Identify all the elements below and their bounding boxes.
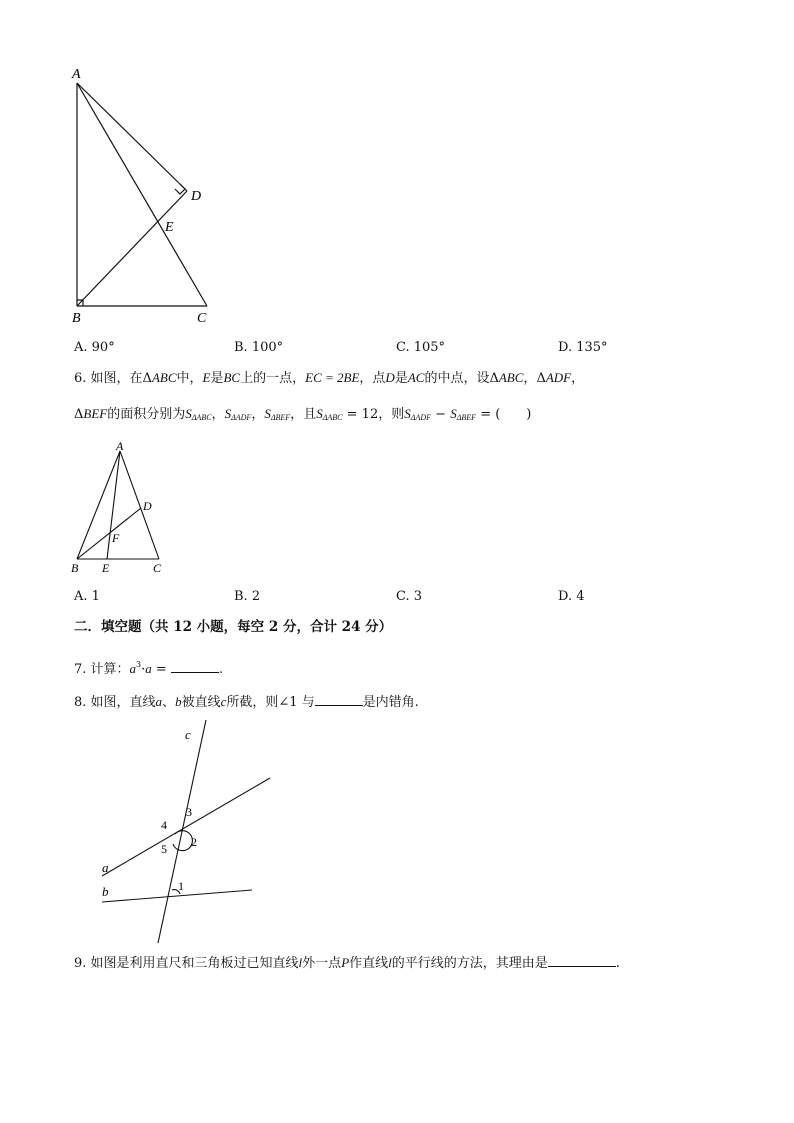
q8-label-5: 5 [161,842,167,856]
label-E: E [165,220,174,235]
q6-line1: 6. 如图，在ΔABC中，E是BC上的一点，EC = 2BE，点D是AC的中点，设ΔABC，ΔADF， [74,370,585,386]
q5-option-d: D. 135° [558,340,608,355]
q8-label-2: 2 [191,835,197,849]
q8-answer-blank[interactable] [315,693,363,706]
q6-label-A: A [116,439,124,453]
q8-label-1: 1 [178,879,184,893]
label-D: D [191,189,202,204]
label-B: B [72,311,81,326]
label-A: A [72,67,81,82]
q6-option-c: C. 3 [396,589,423,604]
q8-label-a: a [102,860,109,875]
q5-option-b: B. 100° [234,340,284,355]
label-C: C [197,311,207,326]
q6-label-E: E [102,561,110,575]
q6-label-D: D [143,499,152,513]
q6-label-C: C [153,561,162,575]
q5-option-a: A. 90° [74,340,115,355]
q6-line2: ΔBEF的面积分别为$S_{\Delta ABC}$，$S_{\Delta ADF}$，$S_{\Delta BEF}$，且$S_{\Delta ABC} = 12$，则$S_{\Delta ADF} - S_{\Delta BEF}$ = ( ) [74,406,532,422]
q7-answer-blank[interactable] [171,660,219,673]
q5-option-c: C. 105° [396,340,446,355]
q8-label-4: 4 [161,818,167,832]
q6-label-F: F [112,531,120,545]
q9-answer-blank[interactable] [548,954,616,967]
q8-label-3: 3 [186,805,192,819]
q6-figure [65,438,175,578]
q7-line: 7. 计算：$a^3\cdot a$ = . [74,660,224,677]
q8-figure [90,718,290,948]
q6-label-B: B [71,561,79,575]
q5-figure [60,60,240,330]
q6-option-a: A. 1 [74,589,100,604]
q8-label-c: c [185,727,191,742]
q6-option-b: B. 2 [234,589,261,604]
q6-option-d: D. 4 [558,589,585,604]
q8-line: 8. 如图，直线a、b被直线c所截，则∠1 与 是内错角. [74,694,419,710]
q9-line: 9. 如图是利用直尺和三角板过已知直线l外一点P作直线l的平行线的方法，其理由是 . [74,955,620,971]
section-title: 二．填空题（共 12 小题，每空 2 分，合计 24 分） [74,619,393,635]
q8-label-b: b [102,884,109,899]
